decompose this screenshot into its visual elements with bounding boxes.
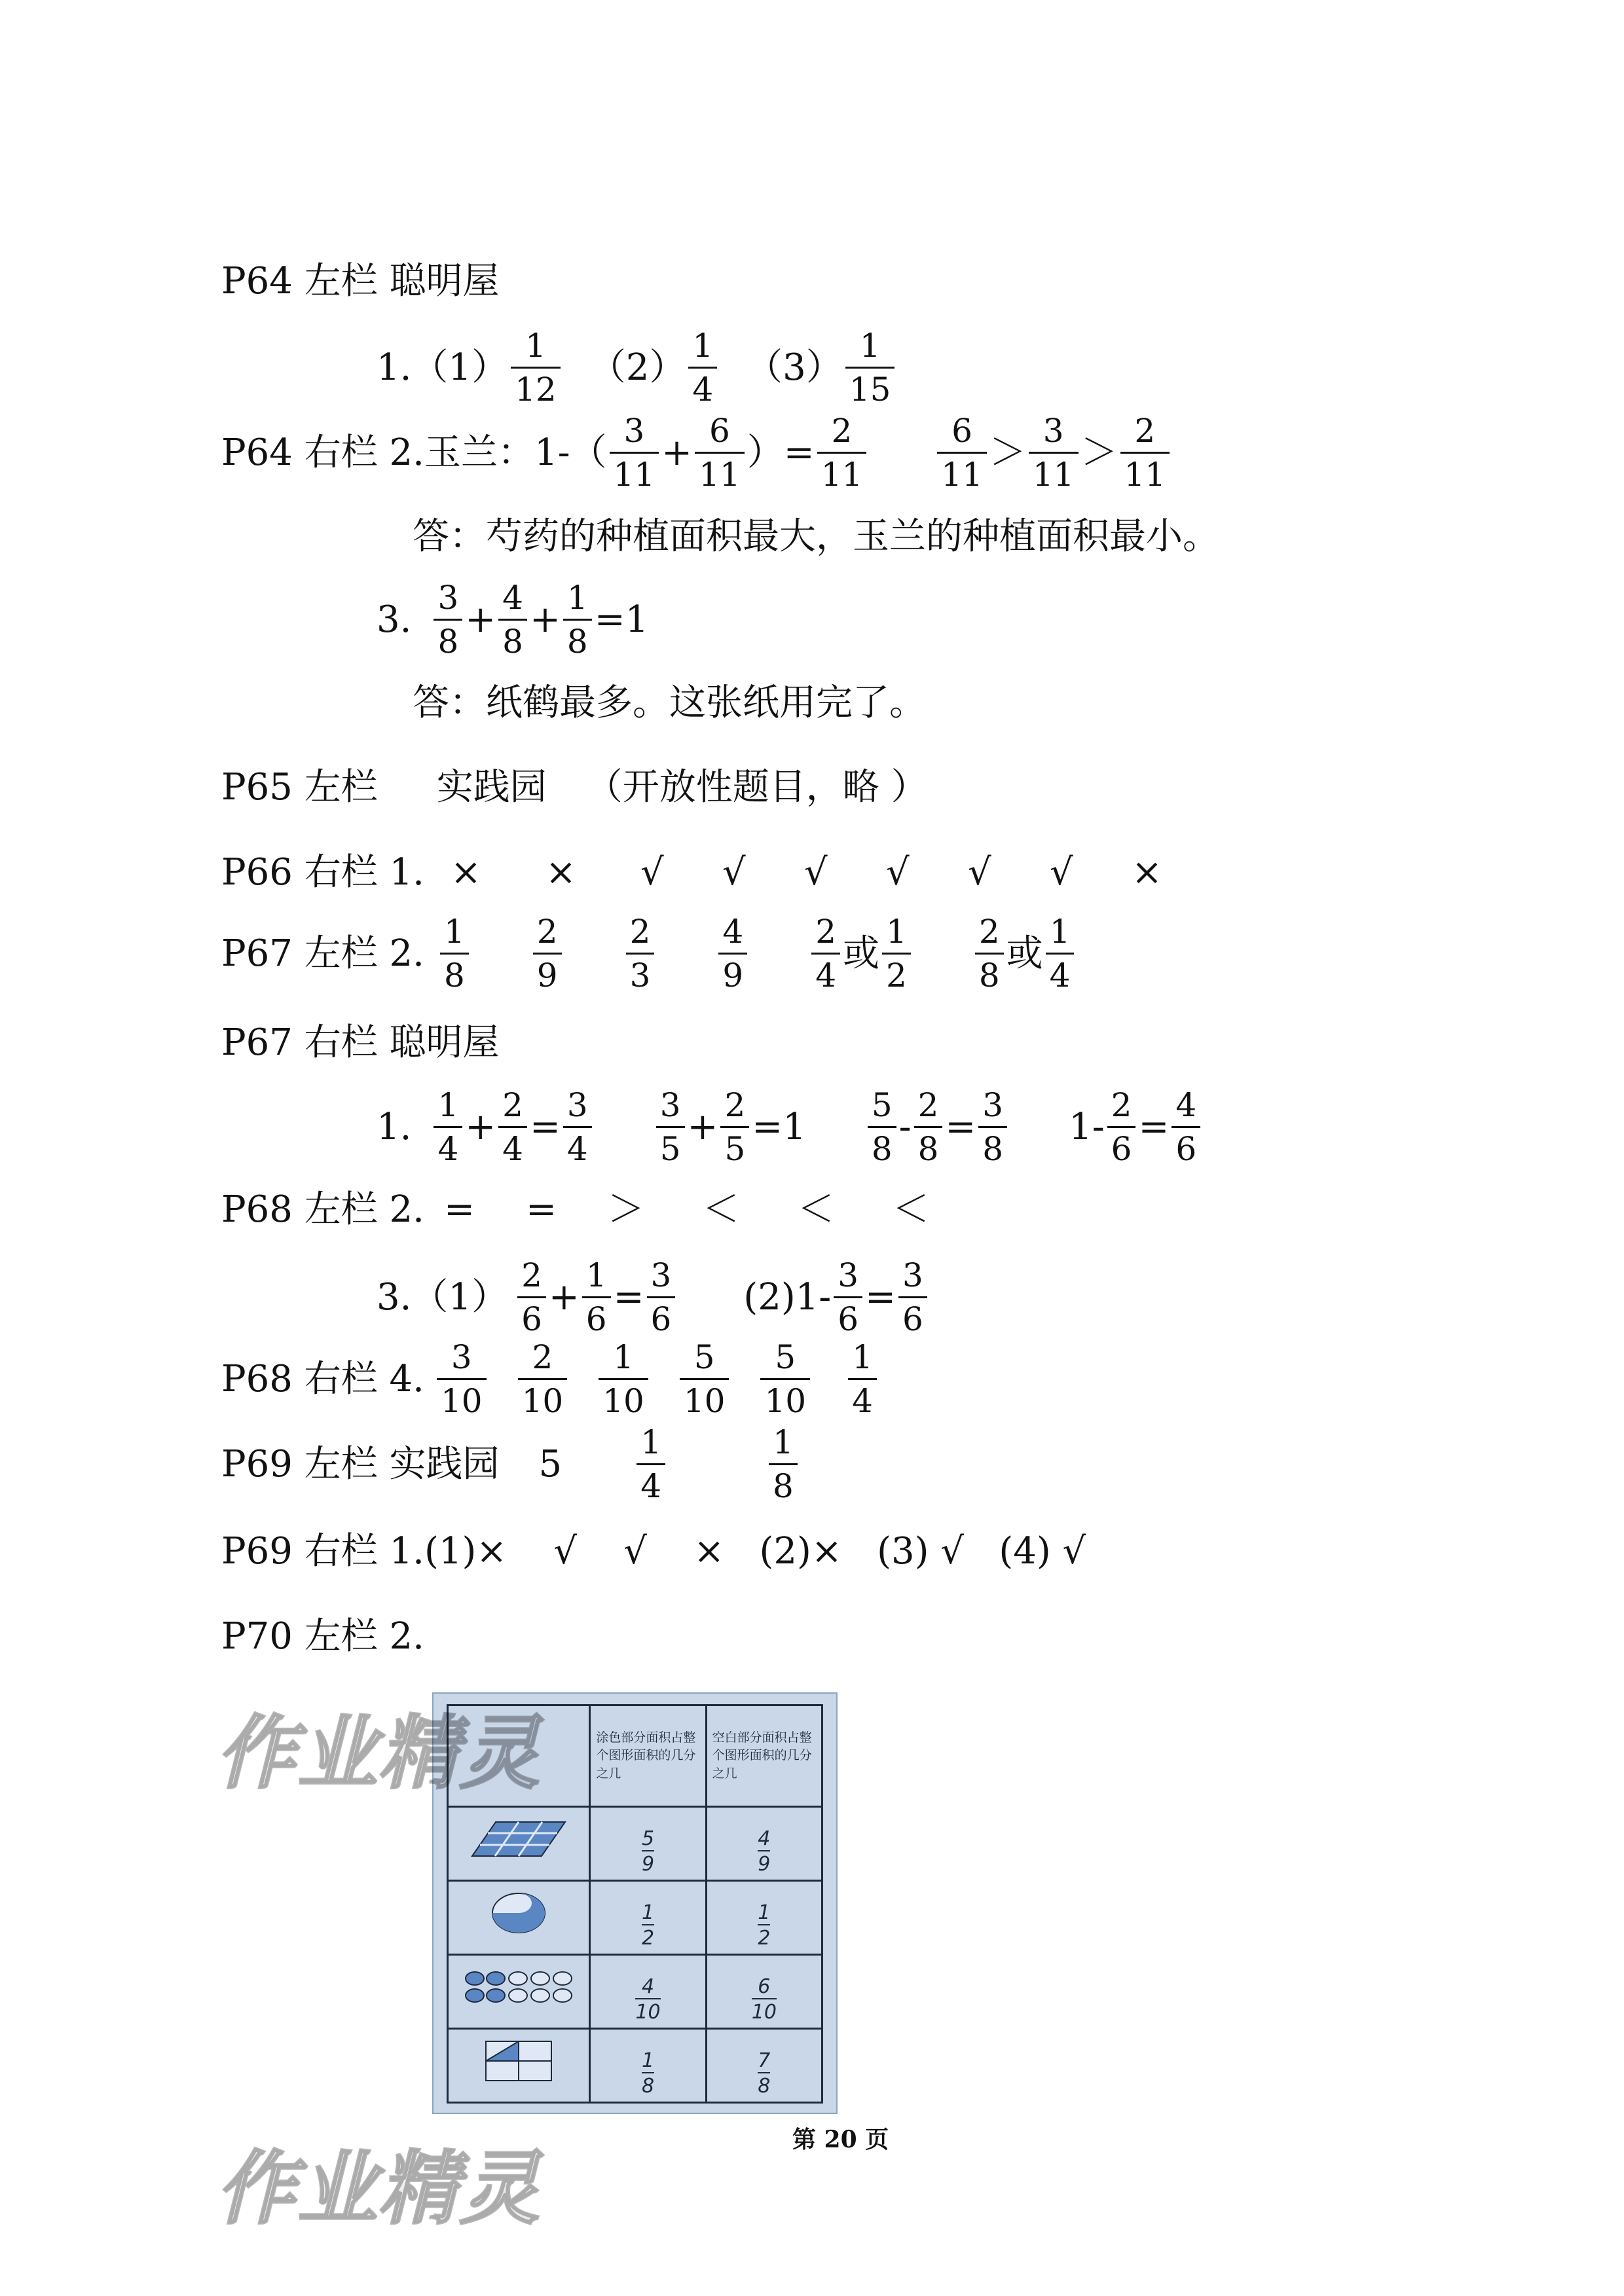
operator: ）= xyxy=(747,431,815,474)
mark: √ xyxy=(722,851,746,894)
answer-line xyxy=(221,1530,1086,1573)
line-prefix: 1. xyxy=(377,1105,412,1148)
fraction: $\frac{1}{10}$ xyxy=(599,1339,648,1419)
line-text: 或 xyxy=(1006,932,1043,975)
answer-line xyxy=(377,327,897,408)
section-p65-left xyxy=(221,766,928,809)
answer-line xyxy=(221,851,1162,894)
mark: √ xyxy=(640,851,664,894)
square-eighth-icon xyxy=(479,2038,558,2084)
fraction: $\frac{2}{8}$ xyxy=(975,913,1004,994)
line-prefix: P68 左栏 2. xyxy=(221,1188,424,1231)
mark: × xyxy=(1131,851,1162,894)
fraction: $\frac{4}{9}$ xyxy=(718,913,747,994)
mark: ＜ xyxy=(797,1188,834,1231)
handwritten-fraction: $\frac{1}{2}$ xyxy=(590,1881,706,1955)
watermark-logo: 作业精灵 xyxy=(216,1707,541,1800)
operator: + xyxy=(661,431,693,474)
fraction: $\frac{3}{10}$ xyxy=(437,1339,487,1419)
operator: =1 xyxy=(594,598,649,641)
header-shaded: 涂色部分面积占整个图形面积的几分之几 xyxy=(590,1705,706,1807)
fraction: $\frac{3}{6}$ xyxy=(647,1257,676,1338)
line-prefix: 1.（1） xyxy=(377,346,509,389)
line-prefix: P68 右栏 4. xyxy=(221,1357,424,1400)
line-prefix: P69 左栏 实践园 xyxy=(221,1442,500,1485)
handwritten-fraction: $\frac{4}{9}$ xyxy=(706,1807,822,1881)
line-text: P67 右栏 聪明屋 xyxy=(221,1021,500,1064)
fraction: $\frac{1}{4}$ xyxy=(848,1339,877,1419)
fraction: $\frac{1}{8}$ xyxy=(769,1424,798,1504)
section-p64-left xyxy=(221,260,500,302)
operator: 1- xyxy=(1069,1105,1105,1148)
operator: = xyxy=(613,1275,644,1319)
section-p70-left xyxy=(221,1615,424,1658)
line-prefix: P66 右栏 1. xyxy=(221,851,424,894)
operator: =1 xyxy=(752,1105,806,1148)
fraction: $\frac{3}{5}$ xyxy=(656,1087,685,1167)
fraction: $\frac{1}{8}$ xyxy=(440,913,469,994)
fraction: $\frac{1}{12}$ xyxy=(511,327,561,408)
answer-line xyxy=(221,1339,879,1419)
handwritten-fraction: $\frac{1}{8}$ xyxy=(590,2029,706,2103)
operator: - xyxy=(898,1105,912,1148)
mark: √ xyxy=(803,851,828,894)
answer-line xyxy=(221,913,1077,994)
line-prefix: P64 右栏 2.玉兰：1-（ xyxy=(221,431,607,474)
fraction: $\frac{1}{2}$ xyxy=(882,913,911,994)
operator: = xyxy=(529,1105,561,1148)
fraction: $\frac{3}{11}$ xyxy=(1029,412,1079,493)
fraction: $\frac{2}{5}$ xyxy=(720,1087,749,1167)
fraction: $\frac{1}{4}$ xyxy=(688,327,717,408)
mark: ＞ xyxy=(607,1188,644,1231)
operator: = xyxy=(1138,1105,1170,1148)
fraction: $\frac{5}{10}$ xyxy=(680,1339,729,1419)
line-prefix: P67 左栏 2. xyxy=(221,932,424,975)
mark: ＜ xyxy=(892,1188,929,1231)
fraction: $\frac{2}{6}$ xyxy=(517,1257,546,1338)
answer-line xyxy=(377,1087,1203,1167)
fraction: $\frac{1}{6}$ xyxy=(582,1257,611,1338)
fraction: $\frac{3}{6}$ xyxy=(834,1257,862,1338)
operator: + xyxy=(687,1105,718,1148)
operator: ＞ xyxy=(1080,431,1118,474)
table-row xyxy=(448,1955,822,2029)
operator: + xyxy=(529,598,561,641)
answer-line xyxy=(377,1257,930,1338)
operator: ＞ xyxy=(989,431,1026,474)
fraction: $\frac{5}{8}$ xyxy=(868,1087,896,1167)
mark: = xyxy=(525,1188,557,1231)
mark: ＜ xyxy=(702,1188,739,1231)
operator: = xyxy=(865,1275,896,1319)
line-text: 答：芍药的种植面积最大，玉兰的种植面积最小。 xyxy=(413,515,1219,558)
fraction: $\frac{2}{3}$ xyxy=(626,913,655,994)
fraction: $\frac{1}{15}$ xyxy=(845,327,895,408)
ten-ovals-icon xyxy=(463,1967,574,2007)
line-text: 5 xyxy=(538,1442,563,1485)
fraction: $\frac{5}{10}$ xyxy=(760,1339,810,1419)
line-text: 答：纸鹤最多。这张纸用完了。 xyxy=(413,682,926,724)
line-text: (2)1- xyxy=(743,1275,832,1319)
fraction: $\frac{3}{8}$ xyxy=(978,1087,1007,1167)
mark: √ xyxy=(967,851,991,894)
line-text: （2） xyxy=(589,346,686,389)
table-row xyxy=(448,1807,822,1881)
fraction: $\frac{1}{4}$ xyxy=(637,1424,665,1504)
mark: = xyxy=(443,1188,475,1231)
fraction: $\frac{6}{11}$ xyxy=(695,412,745,493)
line-text: （开放性题目，略 ） xyxy=(585,766,928,809)
fraction: $\frac{1}{4}$ xyxy=(1046,913,1075,994)
yin-yang-icon xyxy=(489,1890,548,1936)
answer-line xyxy=(221,412,1172,493)
table-row xyxy=(448,1881,822,1955)
mark: × xyxy=(545,851,576,894)
mark: √ xyxy=(885,851,910,894)
header-blank: 空白部分面积占整个图形面积的几分之几 xyxy=(706,1705,822,1807)
handwritten-fraction: $\frac{1}{2}$ xyxy=(706,1881,822,1955)
line-text: P65 左栏 xyxy=(221,766,378,809)
line-prefix: 3. xyxy=(377,598,412,641)
answer-line xyxy=(377,579,648,660)
fraction: $\frac{2}{11}$ xyxy=(817,412,867,493)
fraction: $\frac{2}{4}$ xyxy=(811,913,840,994)
yin-yang-figure xyxy=(448,1881,590,1955)
line-text: P69 右栏 1.(1)× √ √ × (2)× (3) √ (4) √ xyxy=(221,1530,1086,1573)
fraction: $\frac{4}{8}$ xyxy=(498,579,527,660)
fraction: $\frac{4}{6}$ xyxy=(1172,1087,1200,1167)
fraction: $\frac{2}{10}$ xyxy=(518,1339,568,1419)
parallelogram-grid-figure xyxy=(448,1807,590,1881)
operator: + xyxy=(465,1105,496,1148)
line-text: P64 左栏 聪明屋 xyxy=(221,260,500,302)
operator: + xyxy=(465,598,496,641)
line-prefix: 3.（1） xyxy=(377,1275,509,1319)
parallelogram-grid-icon xyxy=(470,1819,568,1859)
fraction: $\frac{2}{11}$ xyxy=(1120,412,1170,493)
handwritten-fraction: $\frac{7}{8}$ xyxy=(706,2029,822,2103)
fraction: $\frac{3}{11}$ xyxy=(610,412,659,493)
ten-ovals-figure xyxy=(448,1955,590,2029)
mark: √ xyxy=(1049,851,1073,894)
answer-text xyxy=(413,682,926,724)
fraction: $\frac{3}{8}$ xyxy=(434,579,462,660)
line-text: （3） xyxy=(746,346,843,389)
answer-line xyxy=(221,1188,929,1231)
square-eighth-figure xyxy=(448,2029,590,2103)
operator: + xyxy=(548,1275,580,1319)
watermark-logo: 作业精灵 xyxy=(216,2142,541,2235)
page-number: 第 20 页 xyxy=(792,2126,889,2153)
answer-line xyxy=(221,1424,800,1504)
fraction: $\frac{1}{8}$ xyxy=(563,579,592,660)
operator: = xyxy=(945,1105,976,1148)
line-text: 或 xyxy=(843,932,880,975)
fraction: $\frac{3}{4}$ xyxy=(563,1087,592,1167)
mark: × xyxy=(450,851,481,894)
fraction: $\frac{2}{6}$ xyxy=(1107,1087,1136,1167)
answer-text xyxy=(413,515,1219,558)
handwritten-fraction: $\frac{4}{10}$ xyxy=(590,1955,706,2029)
fraction: $\frac{3}{6}$ xyxy=(898,1257,927,1338)
handwritten-fraction: $\frac{6}{10}$ xyxy=(706,1955,822,2029)
line-text: 实践园 xyxy=(436,766,547,809)
table-row xyxy=(448,2029,822,2103)
line-text: P70 左栏 2. xyxy=(221,1615,424,1658)
fraction: $\frac{1}{4}$ xyxy=(434,1087,462,1167)
handwritten-fraction: $\frac{5}{9}$ xyxy=(590,1807,706,1881)
fraction: $\frac{6}{11}$ xyxy=(937,412,987,493)
fraction: $\frac{2}{4}$ xyxy=(498,1087,527,1167)
fraction: $\frac{2}{8}$ xyxy=(914,1087,943,1167)
fraction: $\frac{2}{9}$ xyxy=(533,913,562,994)
section-p67-right xyxy=(221,1021,500,1064)
